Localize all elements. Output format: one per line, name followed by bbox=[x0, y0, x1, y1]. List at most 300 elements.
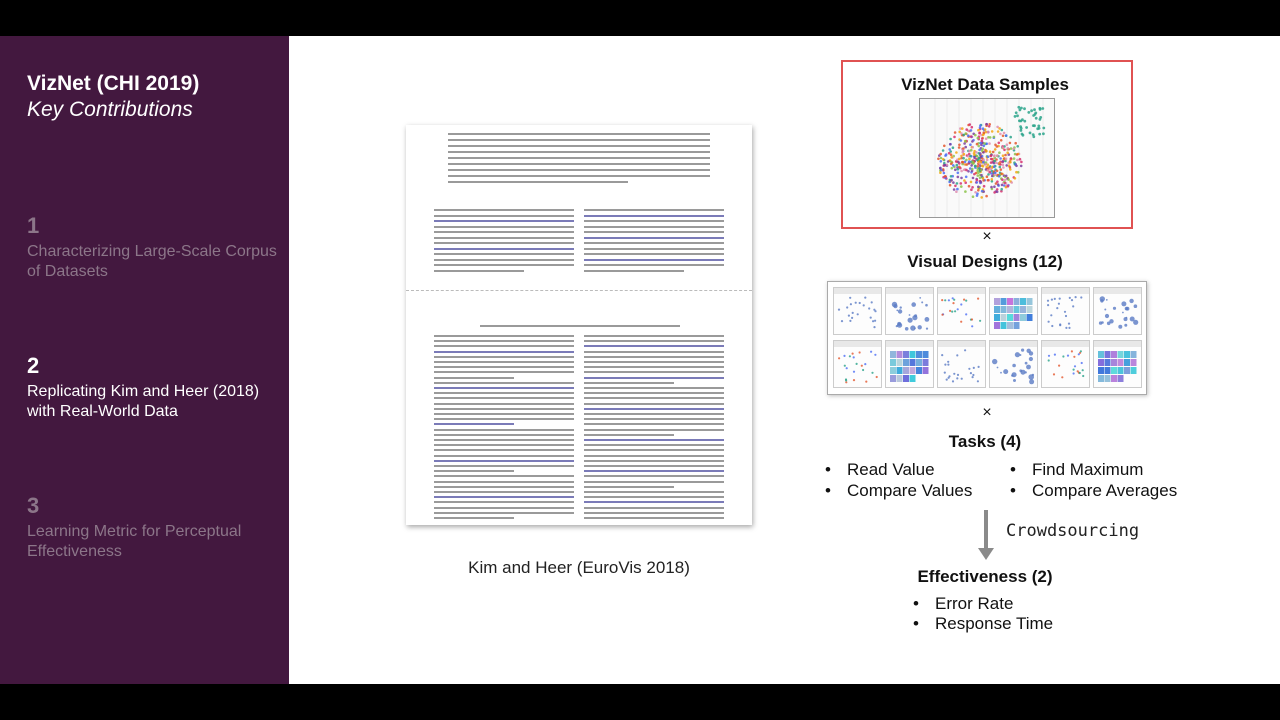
thumbnail-mark bbox=[1105, 367, 1111, 374]
text-line bbox=[584, 259, 724, 261]
scatter-dot bbox=[1033, 108, 1036, 111]
thumbnail-mark bbox=[1067, 355, 1069, 357]
scatter-dot bbox=[994, 148, 997, 151]
thumbnail-mark bbox=[954, 310, 956, 312]
text-line bbox=[584, 382, 674, 384]
scatter-dot bbox=[993, 185, 996, 188]
scatter-dot bbox=[1020, 120, 1023, 123]
scatter-dot bbox=[976, 181, 979, 184]
contribution-number: 2 bbox=[27, 353, 40, 378]
thumbnail-mark bbox=[1047, 300, 1049, 302]
scatter-dot bbox=[963, 142, 966, 145]
thumbnail-mark bbox=[856, 363, 858, 365]
scatter-dot bbox=[983, 142, 986, 145]
thumbnail-mark bbox=[893, 304, 897, 308]
design-thumbnail bbox=[937, 340, 986, 388]
text-line bbox=[434, 220, 574, 222]
thumbnail-mark bbox=[872, 320, 874, 322]
scatter-dot bbox=[987, 173, 990, 176]
thumbnail-mark bbox=[973, 367, 975, 369]
thumbnail-mark bbox=[952, 297, 954, 299]
thumbnail-mark bbox=[941, 299, 943, 301]
scatter-dot bbox=[999, 166, 1002, 169]
thumbnail-mark bbox=[944, 364, 946, 366]
thumbnail-mark bbox=[890, 351, 896, 358]
scatter-dot bbox=[1039, 107, 1042, 110]
scatter-dot bbox=[1012, 148, 1015, 151]
thumbnail-mark bbox=[1029, 357, 1033, 361]
text-line bbox=[434, 371, 574, 373]
text-line bbox=[584, 512, 724, 514]
text-line bbox=[584, 231, 724, 233]
thumbnail-mark bbox=[1029, 379, 1034, 384]
text-line bbox=[434, 345, 574, 347]
text-line bbox=[434, 361, 574, 363]
thumbnail-mark bbox=[1050, 314, 1052, 316]
scatter-dot bbox=[974, 165, 977, 168]
thumbnail-mark bbox=[1075, 296, 1077, 298]
text-line bbox=[448, 133, 710, 135]
thumbnail-mark bbox=[1118, 375, 1124, 382]
scatter-dot bbox=[1002, 146, 1005, 149]
scatter-dot bbox=[947, 160, 950, 163]
scatter-dot bbox=[977, 189, 980, 192]
paper-caption: Kim and Heer (EuroVis 2018) bbox=[468, 558, 690, 577]
thumbnail-mark bbox=[956, 354, 958, 356]
scatter-dot bbox=[957, 176, 960, 179]
text-line bbox=[434, 403, 574, 405]
scatter-dot bbox=[981, 190, 984, 193]
thumbnail-mark bbox=[1105, 375, 1111, 382]
text-line bbox=[584, 408, 724, 410]
visual-designs-grid bbox=[827, 281, 1147, 395]
scatter-dot bbox=[1009, 166, 1012, 169]
scatter-dot bbox=[1034, 113, 1037, 116]
scatter-dot bbox=[971, 161, 974, 164]
scatter-dot bbox=[950, 156, 953, 159]
thumbnail-mark bbox=[908, 318, 913, 323]
thumbnail-mark bbox=[870, 317, 872, 319]
thumbnail-mark bbox=[855, 302, 857, 304]
thumbnail-mark bbox=[1111, 367, 1117, 374]
scatter-dot bbox=[970, 135, 973, 138]
scatter-dot bbox=[996, 188, 999, 191]
scatter-dot bbox=[999, 157, 1002, 160]
text-line bbox=[584, 418, 724, 420]
scatter-dot bbox=[1014, 142, 1017, 145]
scatter-dot bbox=[958, 166, 961, 169]
times-symbol: × bbox=[982, 228, 992, 245]
thumbnail-mark bbox=[1051, 325, 1053, 327]
thumbnail-mark bbox=[850, 303, 852, 305]
scatter-dot bbox=[1030, 109, 1033, 112]
scatter-dot bbox=[1007, 178, 1010, 181]
scatter-dot bbox=[987, 155, 990, 158]
thumbnail-mark bbox=[965, 300, 967, 302]
thumbnail-mark bbox=[1111, 375, 1117, 382]
thumbnail-mark bbox=[951, 311, 953, 313]
scatter-dot bbox=[950, 153, 953, 156]
text-line bbox=[434, 356, 574, 358]
thumbnail-mark bbox=[1020, 306, 1026, 313]
scatter-dot bbox=[957, 172, 960, 175]
thumbnail-mark bbox=[1054, 354, 1056, 356]
thumbnail-mark bbox=[1001, 322, 1007, 329]
thumbnail-mark bbox=[862, 369, 864, 371]
thumbnail-mark bbox=[849, 355, 851, 357]
thumbnail-mark bbox=[1053, 373, 1055, 375]
thumbnail-plot bbox=[990, 294, 1037, 334]
scatter-dot bbox=[1014, 115, 1017, 118]
thumbnail-mark bbox=[873, 326, 875, 328]
scatter-dot bbox=[981, 164, 984, 167]
thumbnail-mark bbox=[957, 308, 959, 310]
thumbnail-mark bbox=[1025, 362, 1028, 365]
thumbnail-mark bbox=[1064, 311, 1066, 313]
contribution-number: 1 bbox=[27, 213, 40, 238]
thumbnail-plot bbox=[834, 347, 881, 387]
scatter-dot bbox=[974, 134, 977, 137]
scatter-dot bbox=[977, 186, 980, 189]
design-thumbnail bbox=[1041, 287, 1090, 335]
thumbnail-mark bbox=[897, 351, 903, 358]
scatter-dot bbox=[993, 166, 996, 169]
thumbnail-mark bbox=[963, 299, 965, 301]
scatter-dot bbox=[1021, 133, 1024, 136]
thumbnail-mark bbox=[1098, 359, 1104, 366]
text-line bbox=[584, 340, 724, 342]
bullet: • bbox=[1010, 481, 1016, 500]
thumbnail-mark bbox=[868, 307, 870, 309]
thumbnail-mark bbox=[1111, 351, 1117, 358]
text-line bbox=[434, 237, 574, 239]
thumbnail-mark bbox=[841, 320, 843, 322]
thumbnail-mark bbox=[1118, 325, 1122, 329]
thumbnail-plot bbox=[938, 294, 985, 334]
scatter-dot bbox=[958, 158, 961, 161]
scatter-dot bbox=[1001, 178, 1004, 181]
scatter-dot bbox=[990, 158, 993, 161]
scatter-dot bbox=[996, 191, 999, 194]
thumbnail-mark bbox=[914, 327, 916, 329]
scatter-dot bbox=[1019, 158, 1022, 161]
thumbnail-mark bbox=[846, 367, 848, 369]
thumbnail-mark bbox=[1131, 351, 1137, 358]
thumbnail-mark bbox=[1019, 354, 1021, 356]
thumbnail-plot bbox=[886, 347, 933, 387]
scatter-dot bbox=[999, 133, 1002, 136]
thumbnail-mark bbox=[910, 359, 916, 366]
thumbnail-mark bbox=[926, 328, 928, 330]
thumbnail-mark bbox=[1071, 299, 1073, 301]
scatter-dot bbox=[980, 144, 983, 147]
thumbnail-mark bbox=[864, 363, 866, 365]
bullet: • bbox=[1010, 460, 1016, 479]
scatter-dot bbox=[1041, 107, 1044, 110]
scatter-dot bbox=[987, 163, 990, 166]
text-line bbox=[434, 270, 524, 272]
scatter-dot bbox=[1002, 135, 1005, 138]
thumbnail-mark bbox=[1007, 306, 1013, 313]
thumbnail-mark bbox=[1098, 351, 1104, 358]
text-line bbox=[434, 335, 574, 337]
effectiveness-title: Effectiveness (2) bbox=[917, 567, 1053, 586]
scatter-dot bbox=[965, 176, 968, 179]
top-letterbox bbox=[0, 0, 1280, 36]
thumbnail-mark bbox=[1101, 321, 1104, 324]
measure-item: • Response Time bbox=[913, 614, 1054, 633]
thumbnail-mark bbox=[1048, 321, 1050, 323]
thumbnail-mark bbox=[1020, 298, 1026, 305]
scatter-dot bbox=[940, 157, 943, 160]
thumbnail-mark bbox=[876, 376, 878, 378]
text-line bbox=[434, 226, 574, 228]
scatter-dot bbox=[1038, 127, 1041, 130]
scatter-dot bbox=[977, 137, 980, 140]
thumbnail-mark bbox=[965, 313, 967, 315]
scatter-dot bbox=[968, 160, 971, 163]
thumbnail-plot bbox=[938, 347, 985, 387]
text-line bbox=[434, 253, 574, 255]
scatter-dot bbox=[988, 142, 991, 145]
scatter-dot bbox=[955, 151, 958, 154]
design-thumbnail bbox=[885, 287, 934, 335]
thumbnail-mark bbox=[843, 355, 845, 357]
text-line bbox=[584, 366, 724, 368]
thumbnail-mark bbox=[1072, 305, 1074, 307]
scatter-dot bbox=[991, 175, 994, 178]
scatter-dot bbox=[1025, 126, 1028, 129]
thumbnail-mark bbox=[1074, 365, 1076, 367]
bottom-letterbox bbox=[0, 684, 1280, 720]
thumbnail-mark bbox=[1014, 314, 1020, 321]
thumbnail-mark bbox=[1113, 307, 1116, 310]
text-line bbox=[584, 501, 724, 503]
thumbnail-mark bbox=[1105, 359, 1111, 366]
bullet: • bbox=[913, 594, 919, 613]
thumbnail-mark bbox=[941, 314, 943, 316]
thumbnail-mark bbox=[1058, 365, 1060, 367]
thumbnail-mark bbox=[903, 359, 909, 366]
text-line bbox=[584, 470, 724, 472]
contribution-1 bbox=[27, 214, 277, 282]
scatter-dot bbox=[971, 146, 974, 149]
thumbnail-mark bbox=[1048, 355, 1050, 357]
thumbnail-mark bbox=[1047, 304, 1049, 306]
task-item: • Compare Values bbox=[825, 481, 973, 500]
scatter-dot bbox=[984, 163, 987, 166]
scatter-dot bbox=[1016, 145, 1019, 148]
thumbnail-mark bbox=[1131, 359, 1137, 366]
thumbnail-mark bbox=[1098, 375, 1104, 382]
scatter-dot bbox=[1042, 127, 1045, 130]
text-line bbox=[584, 270, 684, 272]
scatter-dot bbox=[998, 175, 1001, 178]
scatter-dot bbox=[983, 185, 986, 188]
scatter-dot bbox=[964, 190, 967, 193]
scatter-dot bbox=[978, 132, 981, 135]
text-line bbox=[434, 397, 574, 399]
text-line bbox=[434, 460, 574, 462]
thumbnail-mark bbox=[1059, 298, 1061, 300]
text-line bbox=[434, 264, 574, 266]
design-thumbnail bbox=[1093, 340, 1142, 388]
scatter-dot bbox=[952, 181, 955, 184]
thumbnail-plot bbox=[834, 294, 881, 334]
thumbnail-mark bbox=[874, 320, 876, 322]
scatter-dot bbox=[1010, 147, 1013, 150]
design-thumbnail bbox=[833, 287, 882, 335]
scatter-dot bbox=[958, 146, 961, 149]
scatter-dot bbox=[992, 151, 995, 154]
thumbnail-mark bbox=[863, 304, 865, 306]
scatter-dot bbox=[995, 182, 998, 185]
text-line bbox=[434, 481, 574, 483]
scatter-dot bbox=[955, 190, 958, 193]
text-line bbox=[434, 486, 574, 488]
text-line bbox=[584, 387, 724, 389]
design-thumbnail bbox=[937, 287, 986, 335]
thumbnail-mark bbox=[859, 302, 861, 304]
scatter-dot bbox=[956, 182, 959, 185]
thumbnail-mark bbox=[1003, 369, 1008, 374]
thumbnail-plot bbox=[886, 294, 933, 334]
thumbnail-mark bbox=[1118, 367, 1124, 374]
scatter-dot bbox=[991, 178, 994, 181]
design-thumbnail bbox=[833, 340, 882, 388]
scatter-dot bbox=[986, 169, 989, 172]
thumbnail-mark bbox=[1133, 320, 1138, 325]
scatter-dot bbox=[961, 127, 964, 130]
thumbnail-mark bbox=[941, 354, 943, 356]
scatter-dot bbox=[952, 164, 955, 167]
scatter-dot bbox=[990, 186, 993, 189]
thumbnail-mark bbox=[1105, 351, 1111, 358]
scatter-dot bbox=[1003, 132, 1006, 135]
thumbnail-mark bbox=[1098, 367, 1104, 374]
scatter-dot bbox=[993, 136, 996, 139]
thumbnail-plot bbox=[990, 347, 1037, 387]
scatter-dot bbox=[987, 131, 990, 134]
scatter-dot bbox=[1002, 166, 1005, 169]
thumbnail-mark bbox=[859, 351, 861, 353]
scatter-dot bbox=[1035, 117, 1038, 120]
text-line bbox=[584, 392, 724, 394]
thumbnail-mark bbox=[1069, 297, 1071, 299]
thumbnail-mark bbox=[1054, 298, 1056, 300]
scatter-dot bbox=[1016, 159, 1019, 162]
text-line bbox=[434, 434, 574, 436]
thumbnail-mark bbox=[994, 322, 1000, 329]
text-line bbox=[584, 460, 724, 462]
scatter-dot bbox=[996, 126, 999, 129]
task-item: • Find Maximum bbox=[1010, 460, 1144, 479]
thumbnail-plot bbox=[1042, 294, 1089, 334]
scatter-dot bbox=[1000, 188, 1003, 191]
thumbnail-mark bbox=[900, 306, 902, 308]
text-line bbox=[584, 377, 724, 379]
scatter-dot bbox=[985, 150, 988, 153]
thumbnail-mark bbox=[1014, 298, 1020, 305]
thumbnail-mark bbox=[1056, 307, 1058, 309]
thumbnail-mark bbox=[1080, 350, 1082, 352]
text-line bbox=[584, 242, 724, 244]
scatter-dot bbox=[978, 167, 981, 170]
text-line bbox=[434, 423, 514, 425]
task-item: • Read Value bbox=[825, 460, 935, 479]
scatter-dot bbox=[943, 145, 946, 148]
scatter-dot bbox=[982, 177, 985, 180]
scatter-dot bbox=[1002, 164, 1005, 167]
text-line bbox=[448, 151, 710, 153]
text-line bbox=[434, 507, 574, 509]
scatter-dot bbox=[970, 188, 973, 191]
text-line bbox=[584, 248, 724, 250]
design-thumbnail bbox=[989, 340, 1038, 388]
thumbnail-plot bbox=[1042, 347, 1089, 387]
thumbnail-mark bbox=[897, 375, 903, 382]
scatter-dot bbox=[981, 137, 984, 140]
scatter-dot bbox=[950, 179, 953, 182]
scatter-dot bbox=[988, 123, 991, 126]
text-line bbox=[584, 237, 724, 239]
scatter-dot bbox=[1005, 175, 1008, 178]
thumbnail-mark bbox=[1027, 314, 1033, 321]
thumbnail-mark bbox=[972, 374, 974, 376]
scatter-dot bbox=[944, 164, 947, 167]
thumbnail-mark bbox=[853, 371, 855, 373]
scatter-dot bbox=[977, 129, 980, 132]
scatter-dot bbox=[943, 172, 946, 175]
thumbnail-mark bbox=[909, 314, 911, 316]
scatter-dot bbox=[950, 175, 953, 178]
thumbnail-mark bbox=[897, 367, 903, 374]
scatter-dot bbox=[1027, 111, 1030, 114]
thumbnail-mark bbox=[960, 321, 962, 323]
thumbnail-mark bbox=[898, 309, 902, 313]
bullet: • bbox=[825, 481, 831, 500]
thumbnail-mark bbox=[923, 351, 929, 358]
scatter-dot bbox=[960, 177, 963, 180]
text-line bbox=[434, 231, 574, 233]
thumbnail-mark bbox=[946, 379, 948, 381]
thumbnail-mark bbox=[923, 359, 929, 366]
scatter-dot bbox=[970, 129, 973, 132]
text-line bbox=[584, 481, 724, 483]
scatter-dot bbox=[1001, 184, 1004, 187]
text-line bbox=[584, 517, 724, 519]
scatter-dot bbox=[979, 180, 982, 183]
thumbnail-mark bbox=[1080, 296, 1082, 298]
thumbnail-mark bbox=[944, 299, 946, 301]
text-line bbox=[434, 340, 574, 342]
thumbnail-mark bbox=[1077, 370, 1079, 372]
scatter-dot bbox=[965, 128, 968, 131]
thumbnail-mark bbox=[852, 312, 854, 314]
scatter-dot bbox=[968, 185, 971, 188]
thumbnail-mark bbox=[952, 380, 954, 382]
scatter-dot bbox=[942, 149, 945, 152]
thumbnail-mark bbox=[948, 299, 950, 301]
text-line bbox=[448, 145, 710, 147]
scatter-dot bbox=[969, 143, 972, 146]
thumbnail-mark bbox=[845, 381, 847, 383]
scatter-dot bbox=[1020, 107, 1023, 110]
contribution-2 bbox=[27, 354, 277, 422]
thumbnail-mark bbox=[948, 377, 950, 379]
text-line bbox=[584, 264, 724, 266]
scatter-dot bbox=[1023, 120, 1026, 123]
